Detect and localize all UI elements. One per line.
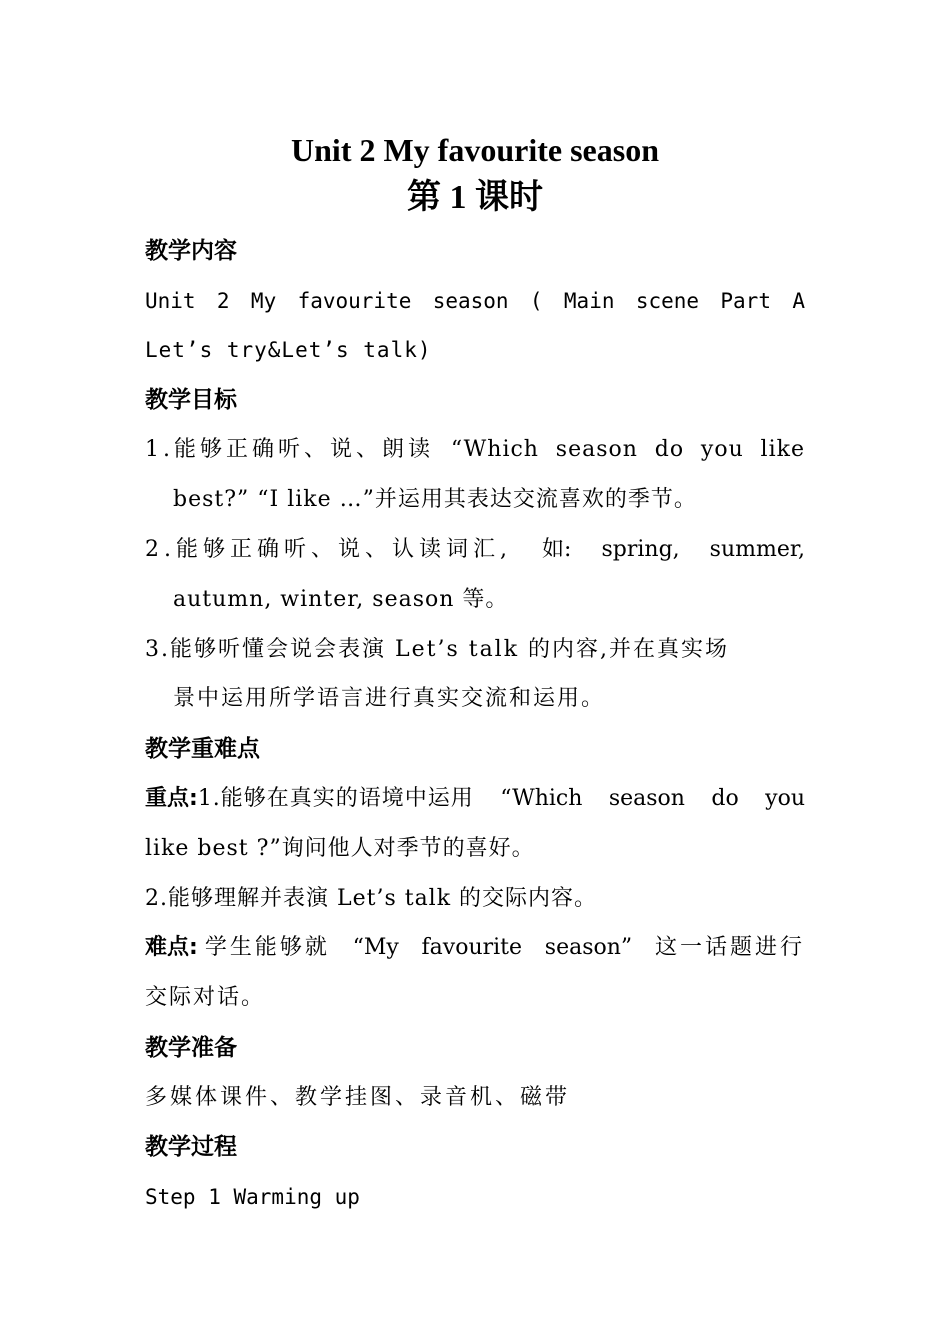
preparation-heading: 教学准备 bbox=[145, 1035, 237, 1061]
content-heading: 教学内容 bbox=[145, 238, 237, 264]
process-step-1: Step 1 Warming up bbox=[145, 1185, 360, 1209]
focus-label: 重点: bbox=[145, 786, 198, 811]
difficulty-label: 难点: bbox=[145, 935, 198, 960]
content-line-1: Unit 2 My favourite season ( Main scene Part A bbox=[145, 289, 805, 313]
objective-1-line-1: 1.能够正确听、说、朗读 “Which season do you like bbox=[145, 437, 805, 462]
document-title: Unit 2 My favourite season bbox=[291, 132, 659, 168]
objective-2-line-1: 2.能够正确听、说、认读词汇, 如: spring, summer, bbox=[145, 537, 805, 562]
objective-2-line-2: autumn, winter, season 等。 bbox=[173, 587, 509, 612]
focus-line-1: 重点:1.能够在真实的语境中运用 “Which season do you bbox=[145, 786, 805, 811]
focus-item-2: 2.能够理解并表演 Let’s talk 的交际内容。 bbox=[145, 886, 598, 911]
objective-3-line-1: 3.能够听懂会说会表演 Let’s talk 的内容,并在真实场 bbox=[145, 637, 730, 662]
preparation-text: 多媒体课件、教学挂图、录音机、磁带 bbox=[145, 1085, 571, 1110]
difficulty-line-2: 交际对话。 bbox=[145, 985, 266, 1010]
objective-1-line-2: best?” “I like …”并运用其表达交流喜欢的季节。 bbox=[173, 487, 697, 512]
objective-3-line-2: 景中运用所学语言进行真实交流和运用。 bbox=[173, 686, 606, 711]
key-points-heading: 教学重难点 bbox=[145, 736, 260, 762]
objectives-heading: 教学目标 bbox=[145, 387, 237, 413]
lesson-number: 第 1 课时 bbox=[407, 179, 543, 216]
process-heading: 教学过程 bbox=[145, 1134, 237, 1160]
content-line-2: Let’s try&Let’s talk) bbox=[145, 338, 432, 362]
focus-line-2: like best ?”询问他人对季节的喜好。 bbox=[145, 836, 535, 861]
difficulty-line-1: 难点: 学生能够就 “My favourite season” 这一话题进行 bbox=[145, 935, 805, 960]
